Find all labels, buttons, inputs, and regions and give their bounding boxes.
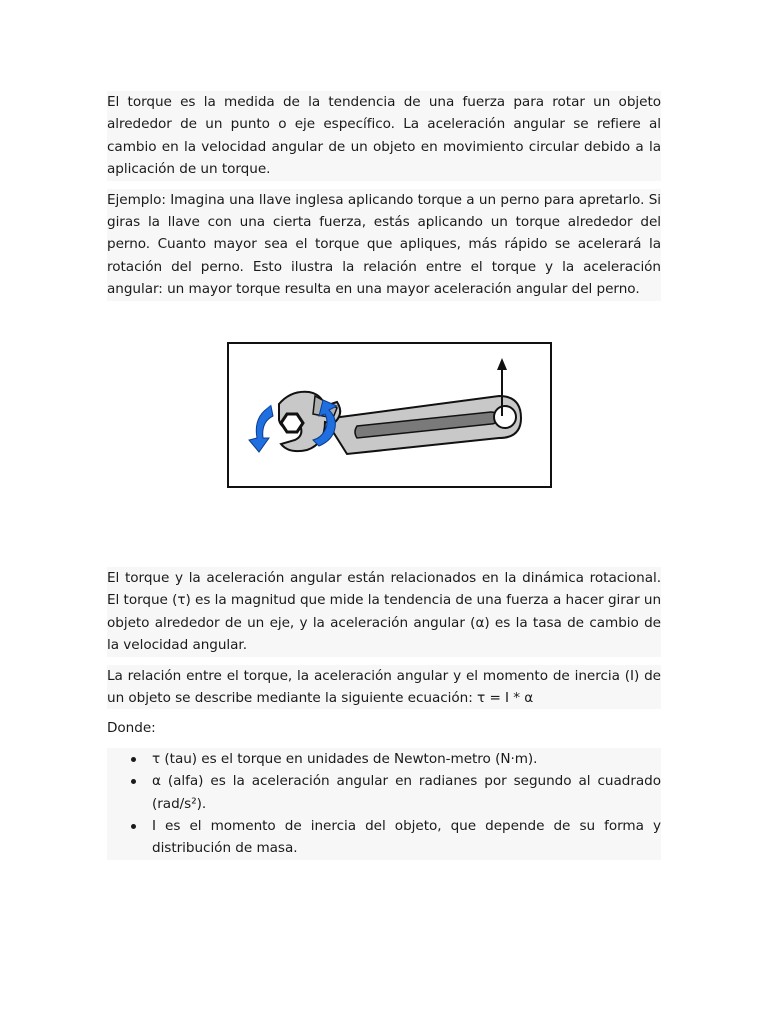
donde-label: Donde: — [107, 720, 156, 737]
paragraph-wrench-example: Ejemplo: Imagina una llave inglesa aplicando torque a un perno para apretarlo. Si giras la llave con una cierta fuerza, estás aplicando un torque alrededor del perno. Cuanto mayor sea el torque que apliques, más rápido se acelerará la rotación del perno. Esto ilustra la relación entre el torque y la aceleración angular: un mayor torque resulta en una mayor aceleración angular del perno. — [107, 189, 661, 301]
paragraph-equation: La relación entre el torque, la aceleración angular y el momento de inercia (I) de un objeto se describe mediante la siguiente ecuación: τ = I * α — [107, 665, 661, 710]
intro-section — [107, 91, 661, 309]
list-item: τ (tau) es el torque en unidades de Newton-metro (N·m). — [107, 748, 661, 770]
definitions-list — [107, 748, 661, 860]
wrench-illustration — [229, 344, 550, 486]
list-item: I es el momento de inercia del objeto, que depende de su forma y distribución de masa. — [107, 815, 661, 860]
rotation-arrow-icon — [249, 405, 273, 452]
bolt-icon — [281, 414, 303, 432]
wrench-figure — [227, 342, 552, 488]
relation-section — [107, 567, 661, 860]
wrench-icon — [279, 392, 521, 454]
list-item: α (alfa) es la aceleración angular en radianes por segundo al cuadrado (rad/s²). — [107, 770, 661, 815]
paragraph-torque-relation: El torque y la aceleración angular están relacionados en la dinámica rotacional. El torque (τ) es la magnitud que mide la tendencia de una fuerza a hacer girar un objeto alrededor de un eje, y la aceleración angular (α) es la tasa de cambio de la velocidad angular. — [107, 567, 661, 657]
paragraph-torque-definition: El torque es la medida de la tendencia de una fuerza para rotar un objeto alrededor de un punto o eje específico. La aceleración angular se refiere al cambio en la velocidad angular de un objeto en movimiento circular debido a la aplicación de un torque. — [107, 91, 661, 181]
